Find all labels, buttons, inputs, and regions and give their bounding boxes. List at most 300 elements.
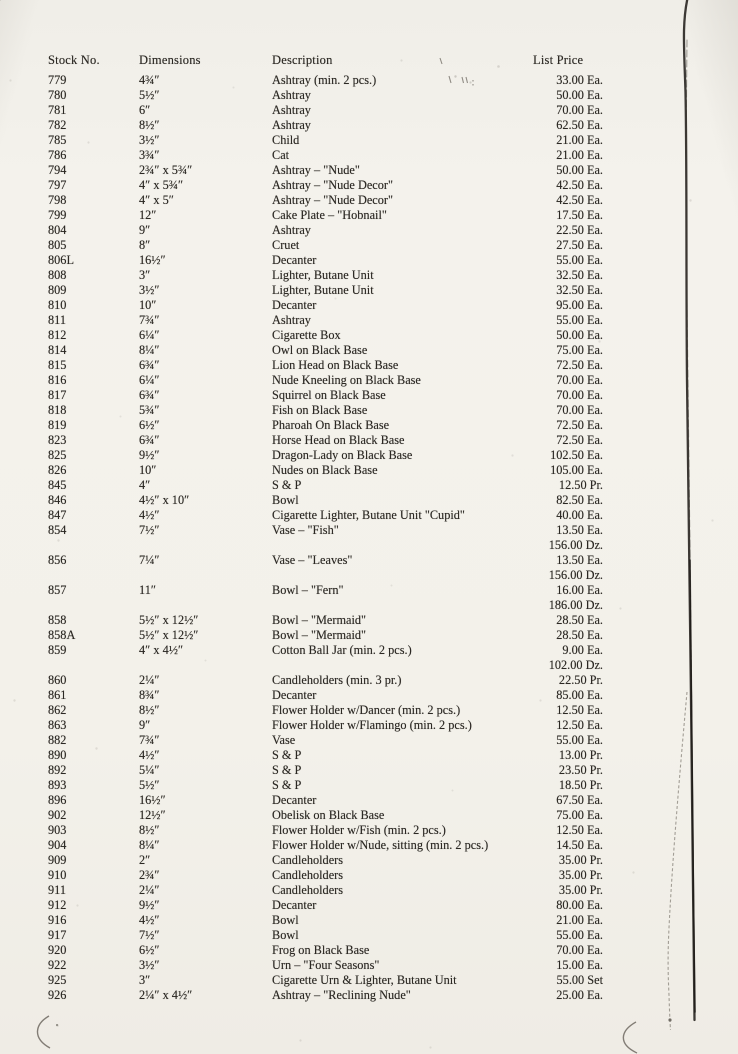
dimensions-cell: 8¼″	[139, 838, 160, 852]
list-price-cell: 25.00 Ea.	[556, 988, 603, 1002]
stock-no-cell: 786	[48, 148, 67, 162]
dimensions-cell: 8½″	[139, 118, 160, 132]
description-cell: Cigarette Urn & Lighter, Butane Unit	[272, 973, 457, 987]
list-price-cell: 42.50 Ea.	[556, 193, 603, 207]
description-cell: Dragon-Lady on Black Base	[272, 448, 413, 462]
dimensions-cell: 5¾″	[139, 403, 160, 417]
stock-no-cell: 797	[48, 178, 67, 192]
dimensions-cell: 3½″	[139, 283, 160, 297]
stock-no-cell: 846	[48, 493, 67, 507]
list-price-cell: 70.00 Ea.	[556, 403, 603, 417]
table-row	[0, 718, 738, 733]
dimensions-cell: 16½″	[139, 253, 166, 267]
table-row	[0, 973, 738, 988]
description-cell: Bowl	[272, 913, 299, 927]
list-price-cell: 40.00 Ea.	[556, 508, 603, 522]
dimensions-cell: 6¾″	[139, 388, 160, 402]
dimensions-cell: 2¼″	[139, 883, 160, 897]
stock-no-cell: 808	[48, 268, 67, 282]
list-price-cell: 156.00 Dz.	[548, 568, 603, 582]
table-row	[0, 538, 738, 553]
stock-no-cell: 922	[48, 958, 67, 972]
description-cell: Ashtray	[272, 88, 311, 102]
table-row	[0, 478, 738, 493]
table-row	[0, 238, 738, 253]
dimensions-cell: 4″ x 5¾″	[139, 178, 184, 192]
list-price-cell: 70.00 Ea.	[556, 388, 603, 402]
table-row	[0, 223, 738, 238]
stock-no-cell: 809	[48, 283, 67, 297]
table-row	[0, 823, 738, 838]
dimensions-cell: 8½″	[139, 703, 160, 717]
description-cell: Decanter	[272, 688, 317, 702]
description-cell: Flower Holder w/Fish (min. 2 pcs.)	[272, 823, 446, 837]
description-cell: Ashtray (min. 2 pcs.)	[272, 73, 377, 87]
table-row	[0, 988, 738, 1003]
description-cell: Decanter	[272, 898, 317, 912]
description-cell: Vase – "Leaves"	[272, 553, 353, 567]
table-row	[0, 178, 738, 193]
description-cell: Pharoah On Black Base	[272, 418, 390, 432]
stock-no-cell: 902	[48, 808, 67, 822]
dimensions-cell: 2¾″	[139, 868, 160, 882]
list-price-cell: 9.00 Ea.	[562, 643, 603, 657]
table-row	[0, 883, 738, 898]
dimensions-cell: 12½″	[139, 808, 166, 822]
description-cell: Urn – "Four Seasons"	[272, 958, 380, 972]
description-cell: S & P	[272, 763, 302, 777]
list-price-cell: 13.00 Pr.	[558, 748, 603, 762]
list-price-cell: 35.00 Pr.	[558, 853, 603, 867]
table-row	[0, 553, 738, 568]
dimensions-cell: 9″	[139, 718, 151, 732]
stock-no-cell: 804	[48, 223, 67, 237]
description-cell: Ashtray	[272, 118, 311, 132]
list-price-cell: 55.00 Ea.	[556, 313, 603, 327]
list-price-cell: 28.50 Ea.	[556, 613, 603, 627]
dimensions-cell: 4″ x 4½″	[139, 643, 184, 657]
table-row	[0, 328, 738, 343]
table-row	[0, 658, 738, 673]
stock-no-cell: 798	[48, 193, 67, 207]
table-row	[0, 148, 738, 163]
table-row	[0, 943, 738, 958]
description-cell: Decanter	[272, 253, 317, 267]
description-cell: Vase	[272, 733, 296, 747]
description-cell: Lighter, Butane Unit	[272, 283, 374, 297]
stock-no-cell: 882	[48, 733, 67, 747]
list-price-cell: 72.50 Ea.	[556, 358, 603, 372]
stock-no-cell: 917	[48, 928, 67, 942]
description-cell: Cotton Ball Jar (min. 2 pcs.)	[272, 643, 412, 657]
description-cell: Bowl	[272, 928, 299, 942]
stock-no-cell: 847	[48, 508, 67, 522]
table-row	[0, 568, 738, 583]
dimensions-cell: 4½″	[139, 913, 160, 927]
dimensions-cell: 5½″	[139, 778, 160, 792]
stock-no-cell: 815	[48, 358, 67, 372]
description-cell: S & P	[272, 748, 302, 762]
description-cell: Ashtray – "Nude Decor"	[272, 193, 394, 207]
list-price-cell: 62.50 Ea.	[556, 118, 603, 132]
table-row	[0, 793, 738, 808]
list-price-cell: 12.50 Ea.	[556, 703, 603, 717]
table-body	[0, 73, 738, 1003]
description-cell: Squirrel on Black Base	[272, 388, 386, 402]
table-row	[0, 838, 738, 853]
list-price-cell: 21.00 Ea.	[556, 133, 603, 147]
description-cell: Cat	[272, 148, 290, 162]
dimensions-cell: 7¾″	[139, 313, 160, 327]
dimensions-cell: 9″	[139, 223, 151, 237]
list-price-cell: 42.50 Ea.	[556, 178, 603, 192]
table-row	[0, 703, 738, 718]
stock-no-cell: 910	[48, 868, 67, 882]
table-row	[0, 778, 738, 793]
table-row	[0, 463, 738, 478]
table-row	[0, 733, 738, 748]
stock-no-cell: 920	[48, 943, 67, 957]
list-price-cell: 67.50 Ea.	[556, 793, 603, 807]
dimensions-cell: 9½″	[139, 448, 160, 462]
description-cell: Lion Head on Black Base	[272, 358, 399, 372]
stock-no-cell: 892	[48, 763, 67, 777]
description-cell: Ashtray – "Nude Decor"	[272, 178, 394, 192]
dimensions-cell: 3″	[139, 268, 151, 282]
description-cell: Ashtray	[272, 223, 311, 237]
dimensions-cell: 2″	[139, 853, 151, 867]
stock-no-cell: 890	[48, 748, 67, 762]
table-row	[0, 358, 738, 373]
list-price-cell: 17.50 Ea.	[556, 208, 603, 222]
list-price-cell: 95.00 Ea.	[556, 298, 603, 312]
stock-no-cell: 780	[48, 88, 67, 102]
dimensions-cell: 2¼″	[139, 673, 160, 687]
list-price-cell: 85.00 Ea.	[556, 688, 603, 702]
stock-no-cell: 814	[48, 343, 67, 357]
list-price-cell: 35.00 Pr.	[558, 868, 603, 882]
table-row	[0, 283, 738, 298]
list-price-cell: 70.00 Ea.	[556, 943, 603, 957]
description-cell: Flower Holder w/Dancer (min. 2 pcs.)	[272, 703, 461, 717]
dimensions-cell: 4½″ x 10″	[139, 493, 190, 507]
dimensions-cell: 2¼″ x 4½″	[139, 988, 193, 1002]
stock-no-cell: 861	[48, 688, 67, 702]
stock-no-cell: 911	[48, 883, 66, 897]
list-price-cell: 50.00 Ea.	[556, 163, 603, 177]
stock-no-cell: 893	[48, 778, 67, 792]
dimensions-cell: 6¾″	[139, 358, 160, 372]
dimensions-cell: 6¾″	[139, 433, 160, 447]
list-price-cell: 156.00 Dz.	[548, 538, 603, 552]
dimensions-cell: 4¾″	[139, 73, 160, 87]
stock-no-cell: 863	[48, 718, 67, 732]
column-header-list-price: List Price	[533, 53, 584, 67]
list-price-cell: 105.00 Ea.	[550, 463, 603, 477]
description-cell: Ashtray – "Nude"	[272, 163, 360, 177]
stock-no-cell: 806L	[48, 253, 74, 267]
description-cell: Vase – "Fish"	[272, 523, 339, 537]
table-row	[0, 133, 738, 148]
table-row	[0, 388, 738, 403]
stock-no-cell: 858	[48, 613, 67, 627]
stock-no-cell: 825	[48, 448, 67, 462]
dimensions-cell: 7½″	[139, 928, 160, 942]
table-row	[0, 958, 738, 973]
table-row	[0, 208, 738, 223]
description-cell: Candleholders	[272, 853, 344, 867]
table-row	[0, 853, 738, 868]
table-row	[0, 688, 738, 703]
description-cell: Bowl	[272, 493, 299, 507]
description-cell: Candleholders	[272, 868, 344, 882]
dimensions-cell: 2¾″ x 5¾″	[139, 163, 193, 177]
stock-no-cell: 862	[48, 703, 67, 717]
description-cell: Owl on Black Base	[272, 343, 368, 357]
stock-no-cell: 926	[48, 988, 67, 1002]
table-row	[0, 898, 738, 913]
table-row	[0, 598, 738, 613]
dimensions-cell: 8¾″	[139, 688, 160, 702]
dimensions-cell: 10″	[139, 298, 157, 312]
dimensions-cell: 9½″	[139, 898, 160, 912]
list-price-cell: 32.50 Ea.	[556, 283, 603, 297]
dimensions-cell: 12″	[139, 208, 157, 222]
dimensions-cell: 3¾″	[139, 148, 160, 162]
table-row	[0, 103, 738, 118]
list-price-cell: 27.50 Ea.	[556, 238, 603, 252]
stock-no-cell: 817	[48, 388, 67, 402]
dimensions-cell: 7¼″	[139, 553, 160, 567]
stock-no-cell: 826	[48, 463, 67, 477]
stock-no-cell: 785	[48, 133, 67, 147]
stock-no-cell: 823	[48, 433, 67, 447]
table-row	[0, 118, 738, 133]
table-row	[0, 418, 738, 433]
dimensions-cell: 3½″	[139, 958, 160, 972]
description-cell: Cruet	[272, 238, 300, 252]
stock-no-cell: 812	[48, 328, 67, 342]
dimensions-cell: 4″	[139, 478, 151, 492]
description-cell: Ashtray	[272, 313, 311, 327]
list-price-cell: 18.50 Pr.	[558, 778, 603, 792]
stock-no-cell: 805	[48, 238, 67, 252]
description-cell: S & P	[272, 778, 302, 792]
table-row	[0, 763, 738, 778]
description-cell: Decanter	[272, 298, 317, 312]
stock-no-cell: 903	[48, 823, 67, 837]
description-cell: Fish on Black Base	[272, 403, 368, 417]
table-row	[0, 433, 738, 448]
stock-no-cell: 904	[48, 838, 67, 852]
table-row	[0, 163, 738, 178]
description-cell: Ashtray	[272, 103, 311, 117]
table-row	[0, 343, 738, 358]
stock-no-cell: 781	[48, 103, 67, 117]
table-row	[0, 928, 738, 943]
table-row	[0, 643, 738, 658]
description-cell: Flower Holder w/Nude, sitting (min. 2 pcs.)	[272, 838, 489, 852]
description-cell: Bowl – "Mermaid"	[272, 628, 367, 642]
table-row	[0, 448, 738, 463]
list-price-cell: 50.00 Ea.	[556, 88, 603, 102]
table-row	[0, 748, 738, 763]
table-row	[0, 193, 738, 208]
stock-no-cell: 856	[48, 553, 67, 567]
description-cell: Bowl – "Fern"	[272, 583, 344, 597]
column-header-stock-no: Stock No.	[48, 53, 100, 67]
dimensions-cell: 10″	[139, 463, 157, 477]
dimensions-cell: 5½″	[139, 88, 160, 102]
stock-no-cell: 819	[48, 418, 67, 432]
table-row	[0, 523, 738, 538]
description-cell: Child	[272, 133, 300, 147]
stock-no-cell: 794	[48, 163, 67, 177]
table-row	[0, 913, 738, 928]
list-price-cell: 82.50 Ea.	[556, 493, 603, 507]
list-price-cell: 21.00 Ea.	[556, 148, 603, 162]
dimensions-cell: 8½″	[139, 823, 160, 837]
table-row	[0, 673, 738, 688]
dimensions-cell: 6¼″	[139, 373, 160, 387]
table-row	[0, 253, 738, 268]
table-row	[0, 73, 738, 88]
column-header-dimensions: Dimensions	[139, 53, 201, 67]
table-row	[0, 493, 738, 508]
list-price-cell: 35.00 Pr.	[558, 883, 603, 897]
stock-no-cell: 818	[48, 403, 67, 417]
list-price-cell: 32.50 Ea.	[556, 268, 603, 282]
table-row	[0, 403, 738, 418]
list-price-cell: 14.50 Ea.	[556, 838, 603, 852]
dimensions-cell: 8″	[139, 238, 151, 252]
dimensions-cell: 6″	[139, 103, 151, 117]
stock-no-cell: 810	[48, 298, 67, 312]
table-row	[0, 373, 738, 388]
paper-noise	[0, 0, 1, 1]
list-price-cell: 50.00 Ea.	[556, 328, 603, 342]
list-price-cell: 75.00 Ea.	[556, 343, 603, 357]
dimensions-cell: 5½″ x 12½″	[139, 613, 199, 627]
table-row	[0, 583, 738, 598]
list-price-cell: 12.50 Ea.	[556, 823, 603, 837]
list-price-cell: 72.50 Ea.	[556, 418, 603, 432]
table-row	[0, 508, 738, 523]
dimensions-cell: 16½″	[139, 793, 166, 807]
dimensions-cell: 5½″ x 12½″	[139, 628, 199, 642]
description-cell: Candleholders (min. 3 pr.)	[272, 673, 402, 687]
stock-no-cell: 799	[48, 208, 67, 222]
dimensions-cell: 8¼″	[139, 343, 160, 357]
description-cell: Lighter, Butane Unit	[272, 268, 374, 282]
table-row	[0, 313, 738, 328]
stock-no-cell: 782	[48, 118, 67, 132]
description-cell: Bowl – "Mermaid"	[272, 613, 367, 627]
list-price-cell: 72.50 Ea.	[556, 433, 603, 447]
list-price-cell: 16.00 Ea.	[556, 583, 603, 597]
dimensions-cell: 3½″	[139, 133, 160, 147]
description-cell: Cigarette Lighter, Butane Unit "Cupid"	[272, 508, 465, 522]
dimensions-cell: 3″	[139, 973, 151, 987]
list-price-cell: 55.00 Ea.	[556, 733, 603, 747]
dimensions-cell: 11″	[139, 583, 156, 597]
dimensions-cell: 6½″	[139, 418, 160, 432]
description-cell: Candleholders	[272, 883, 344, 897]
list-price-cell: 15.00 Ea.	[556, 958, 603, 972]
description-cell: Nudes on Black Base	[272, 463, 378, 477]
list-price-cell: 33.00 Ea.	[556, 73, 603, 87]
list-price-cell: 12.50 Ea.	[556, 718, 603, 732]
stock-no-cell: 845	[48, 478, 67, 492]
description-cell: Nude Kneeling on Black Base	[272, 373, 421, 387]
stock-no-cell: 912	[48, 898, 67, 912]
stock-no-cell: 857	[48, 583, 67, 597]
list-price-cell: 55.00 Set	[556, 973, 603, 987]
list-price-cell: 13.50 Ea.	[556, 553, 603, 567]
stock-no-cell: 811	[48, 313, 66, 327]
dimensions-cell: 4″ x 5″	[139, 193, 174, 207]
dimensions-cell: 5¼″	[139, 763, 160, 777]
list-price-cell: 70.00 Ea.	[556, 103, 603, 117]
list-price-cell: 102.00 Dz.	[548, 658, 603, 672]
dimensions-cell: 4½″	[139, 748, 160, 762]
table-row	[0, 268, 738, 283]
list-price-cell: 80.00 Ea.	[556, 898, 603, 912]
table-row	[0, 613, 738, 628]
column-header-description: Description	[272, 53, 333, 67]
stock-no-cell: 925	[48, 973, 67, 987]
stock-no-cell: 916	[48, 913, 67, 927]
stock-no-cell: 858A	[48, 628, 76, 642]
table-row	[0, 628, 738, 643]
stock-no-cell: 859	[48, 643, 67, 657]
table-row	[0, 808, 738, 823]
table-row	[0, 298, 738, 313]
list-price-cell: 186.00 Dz.	[548, 598, 603, 612]
stock-no-cell: 779	[48, 73, 67, 87]
list-price-cell: 22.50 Pr.	[558, 673, 603, 687]
description-cell: Cake Plate – "Hobnail"	[272, 208, 387, 222]
dimensions-cell: 6½″	[139, 943, 160, 957]
dimensions-cell: 7¾″	[139, 733, 160, 747]
description-cell: Flower Holder w/Flamingo (min. 2 pcs.)	[272, 718, 472, 732]
description-cell: Decanter	[272, 793, 317, 807]
table-row	[0, 868, 738, 883]
table-row	[0, 88, 738, 103]
list-price-cell: 102.50 Ea.	[550, 448, 603, 462]
list-price-cell: 28.50 Ea.	[556, 628, 603, 642]
list-price-cell: 12.50 Pr.	[558, 478, 603, 492]
list-price-cell: 22.50 Ea.	[556, 223, 603, 237]
dimensions-cell: 6¼″	[139, 328, 160, 342]
table-header	[0, 53, 738, 69]
description-cell: Cigarette Box	[272, 328, 341, 342]
list-price-cell: 55.00 Ea.	[556, 253, 603, 267]
list-price-cell: 13.50 Ea.	[556, 523, 603, 537]
description-cell: Obelisk on Black Base	[272, 808, 385, 822]
description-cell: Horse Head on Black Base	[272, 433, 405, 447]
list-price-cell: 23.50 Pr.	[558, 763, 603, 777]
description-cell: S & P	[272, 478, 302, 492]
list-price-cell: 21.00 Ea.	[556, 913, 603, 927]
stock-no-cell: 896	[48, 793, 67, 807]
dimensions-cell: 4½″	[139, 508, 160, 522]
stock-no-cell: 816	[48, 373, 67, 387]
description-cell: Ashtray – "Reclining Nude"	[272, 988, 411, 1002]
list-price-cell: 75.00 Ea.	[556, 808, 603, 822]
list-price-cell: 70.00 Ea.	[556, 373, 603, 387]
description-cell: Frog on Black Base	[272, 943, 370, 957]
